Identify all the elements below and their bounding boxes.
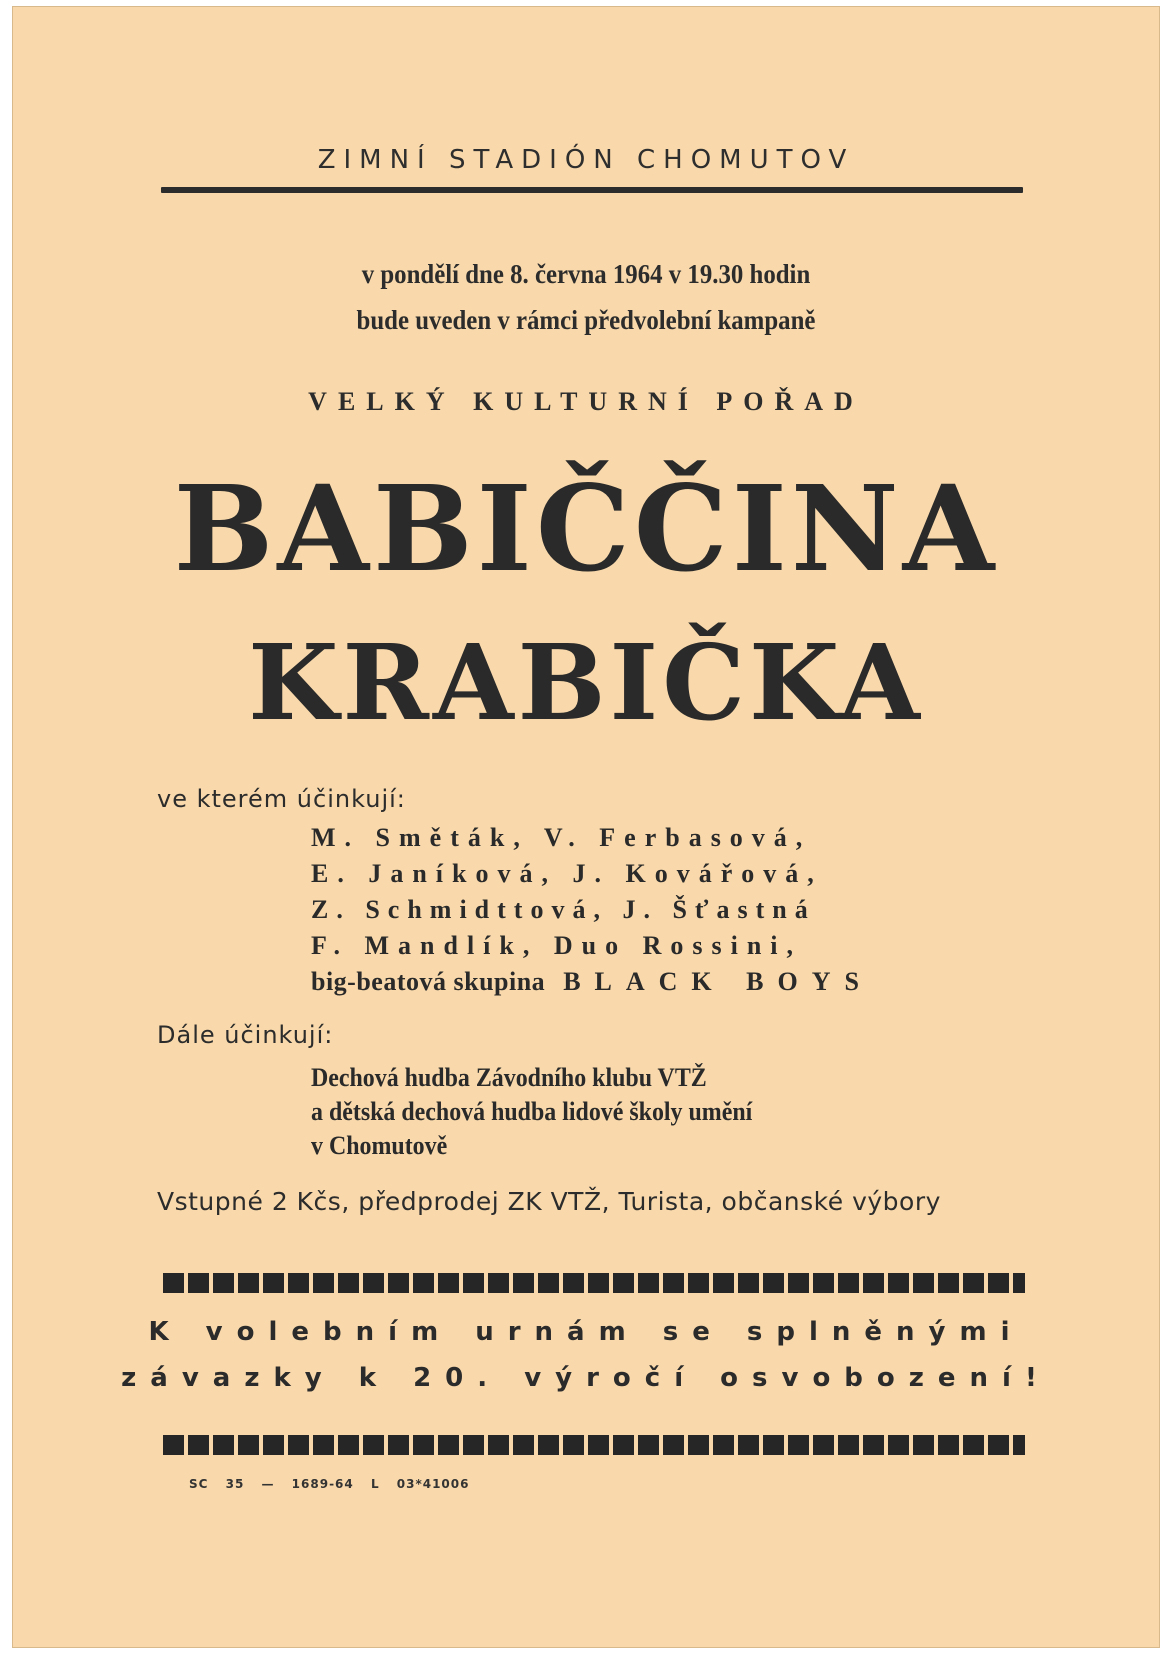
performer-line: E. Janíková, J. Kovářová, xyxy=(311,859,823,888)
header-rule xyxy=(161,187,1023,193)
event-date-line: v pondělí dne 8. června 1964 v 19.30 hodin xyxy=(361,259,811,289)
block-border-bottom xyxy=(163,1435,1025,1455)
also-performing-line: a dětská dechová hudba lidové školy umění xyxy=(311,1097,753,1126)
event-title-line1: BABIČČINA xyxy=(173,459,999,598)
band-prefix: big-beatová skupina xyxy=(311,967,546,996)
performer-line: F. Mandlík, Duo Rossini, xyxy=(311,931,803,960)
slogan-line1: K volebním urnám se splněnými xyxy=(148,1317,1024,1347)
event-subtitle: VELKÝ KULTURNÍ POŘAD xyxy=(308,387,864,416)
also-performing-line: v Chomutově xyxy=(311,1131,448,1160)
also-performing-label: Dále účinkují: xyxy=(157,1021,334,1049)
also-performing-line: Dechová hudba Závodního klubu VTŽ xyxy=(311,1063,707,1092)
slogan-line2: závazky k 20. výročí osvobození! xyxy=(121,1363,1051,1393)
poster-sheet xyxy=(12,6,1160,1648)
campaign-line: bude uveden v rámci předvolební kampaně xyxy=(356,305,816,335)
venue-header: ZIMNÍ STADIÓN CHOMUTOV xyxy=(317,145,855,175)
band-name: BLACK BOYS xyxy=(563,967,873,996)
admission-info: Vstupné 2 Kčs, předprodej ZK VTŽ, Turista, občanské výbory xyxy=(157,1187,941,1216)
band-line xyxy=(311,967,873,997)
event-title-line2: KRABIČKA xyxy=(248,621,924,744)
print-code: SC 35 — 1689-64 L 03*41006 xyxy=(189,1477,470,1491)
performer-line: Z. Schmidttová, J. Šťastná xyxy=(311,895,816,924)
performers-label: ve kterém účinkují: xyxy=(157,785,406,813)
performer-line: M. Směták, V. Ferbasová, xyxy=(311,823,812,852)
block-border-top xyxy=(163,1273,1025,1293)
